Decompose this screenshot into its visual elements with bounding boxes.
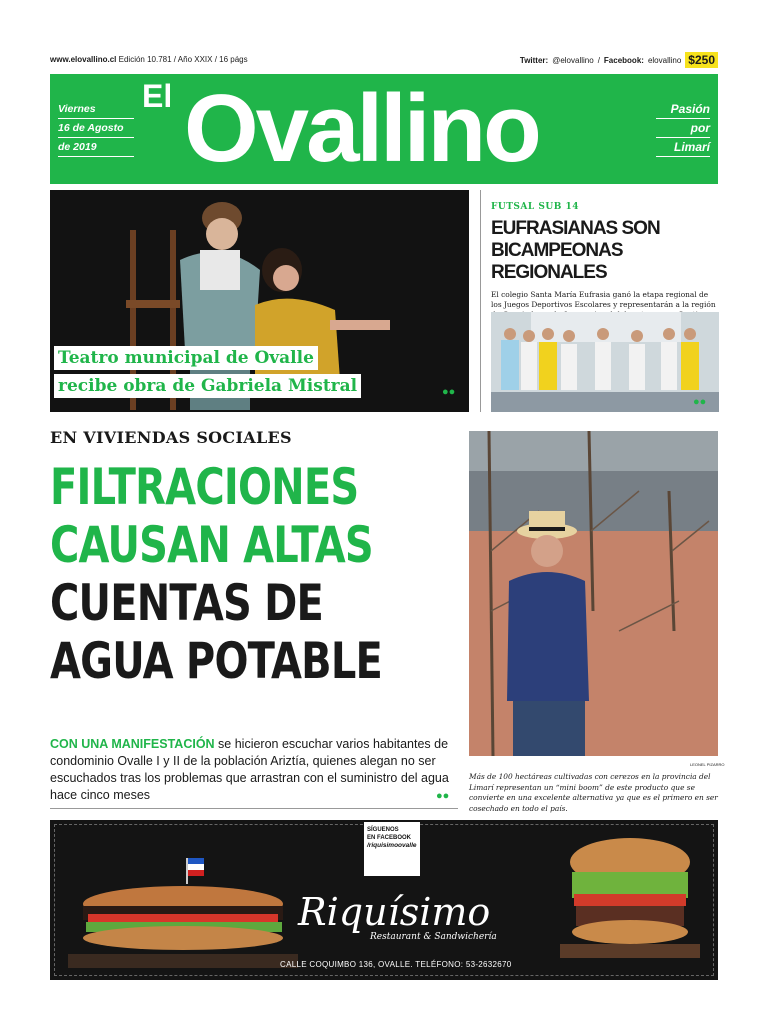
issue-date — [58, 100, 134, 157]
facebook-label: Facebook: — [603, 55, 644, 65]
futsal-team-photo — [491, 312, 719, 412]
headline-line-2: CAUSAN ALTAS — [50, 516, 373, 574]
ad-subtitle: Restaurant & Sandwichería — [370, 932, 497, 942]
date-weekday: Viernes — [58, 100, 134, 119]
burger-illustration — [550, 832, 710, 962]
motto — [656, 100, 710, 157]
futsal-body: El colegio Santa María Eufrasia ganó la etapa regional de los Juegos Deportivos Escolares y representarán a la región — [491, 290, 716, 309]
page-ref-icon: ●● — [436, 790, 450, 802]
date-year: de 2019 — [58, 138, 134, 157]
fb-line-2: EN FACEBOOK — [367, 835, 412, 841]
headline-line-4: AGUA POTABLE — [50, 632, 383, 690]
page-ref-icon: ●● — [442, 386, 456, 398]
summary-lead: CON UNA MANIFESTACIÓN — [50, 737, 215, 751]
cherry-orchard-photo[interactable] — [469, 431, 718, 756]
futsal-title — [491, 218, 718, 284]
ad-address: CALLE COQUIMBO 136, OVALLE. TELÉFONO: 53-2632670 — [280, 960, 512, 969]
facebook-handle[interactable]: elovallino — [647, 55, 682, 65]
website-link[interactable]: www.elovallino.cl — [50, 55, 117, 64]
futsal-title-line-1: EUFRASIANAS SON — [491, 218, 660, 239]
date-day-month: 16 de Agosto — [58, 119, 134, 138]
teatro-story[interactable] — [50, 190, 469, 412]
headline-line-3: CUENTAS DE — [50, 574, 324, 632]
futsal-kicker: FUTSAL SUB 14 — [491, 202, 579, 212]
price-badge: $250 — [685, 52, 718, 68]
logo-prefix: El — [142, 78, 173, 114]
fb-handle: /riquisimoovalle — [367, 842, 417, 849]
motto-line-3: Limarí — [656, 138, 710, 157]
main-kicker: EN VIVIENDAS SOCIALES — [50, 428, 292, 447]
page-ref-icon: ●● — [693, 396, 707, 408]
orchard-illustration — [469, 431, 718, 756]
edition-text: Edición 10.781 / Año XXIX / 16 págs — [118, 55, 248, 64]
photo-credit: LEONEL PIZARRO — [690, 762, 725, 767]
motto-line-1: Pasión — [656, 100, 710, 119]
social-separator: / — [597, 55, 600, 65]
team-illustration — [491, 312, 719, 412]
masthead — [50, 74, 718, 184]
social-info — [520, 52, 718, 68]
sandwich-illustration — [68, 854, 298, 974]
facebook-badge[interactable] — [364, 822, 420, 876]
main-summary — [50, 736, 458, 804]
cherry-caption: Más de 100 hectáreas cultivadas con cerezos en la provincia del Limarí representan un “mini boom” de este producto que se convierte en una excelente alternativa ya que es el primero en ser cosechado en todo el país. — [469, 772, 718, 813]
motto-line-2: por — [656, 119, 710, 138]
fb-line-1: SÍGUENOS — [367, 827, 399, 833]
top-strip — [50, 52, 718, 68]
teatro-caption-line-1: Teatro municipal de Ovalle — [54, 346, 318, 370]
edition-info — [50, 55, 248, 64]
headline-line-1: FILTRACIONES — [50, 458, 359, 516]
twitter-label: Twitter: — [519, 55, 549, 65]
newspaper-logo[interactable]: Ovallino — [184, 75, 539, 182]
riquisimo-ad[interactable] — [50, 820, 718, 980]
teatro-caption-line-2: recibe obra de Gabriela Mistral — [54, 374, 361, 398]
main-headline[interactable] — [50, 458, 382, 690]
summary-text: se hicieron escuchar varios habitantes de condominio Ovalle I y II de la población Ariztía, quienes alegan no ser escuchados tras los problemas que arrastran con el suministro del agua hace cinco meses — [50, 737, 449, 802]
twitter-handle[interactable]: @elovallino — [552, 55, 594, 65]
divider — [50, 808, 458, 809]
ad-brand-name: Riquísimo — [298, 890, 491, 934]
futsal-story[interactable] — [480, 190, 718, 412]
teatro-caption — [54, 346, 361, 402]
futsal-title-line-2: BICAMPEONAS REGIONALES — [491, 240, 623, 283]
